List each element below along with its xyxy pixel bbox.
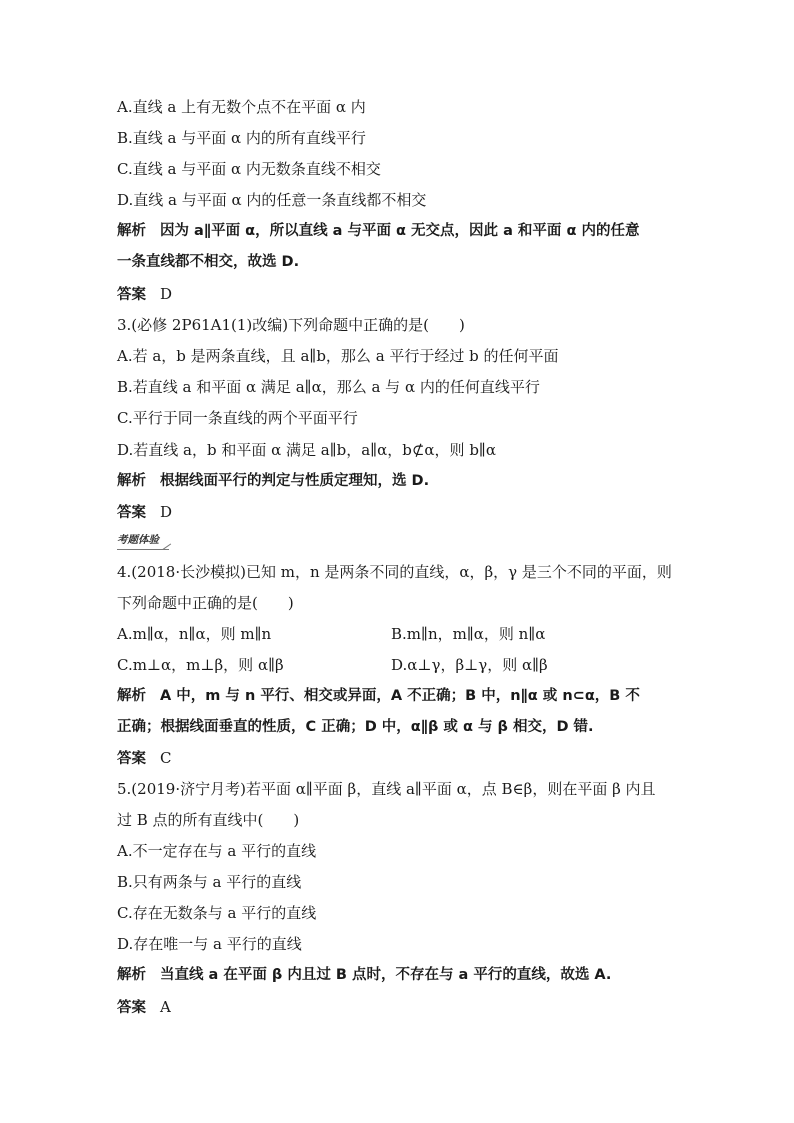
answer-label: 答案 [117,751,146,767]
q4-option-d: D.α⊥γ，β⊥γ，则 α∥β [391,656,548,674]
q3-stem: 3.(必修 2P61A1(1)改编)下列命题中正确的是( ) [117,316,465,334]
q2-analysis-text-1: 因为 a∥平面 α，所以直线 a 与平面 α 无交点，因此 a 和平面 α 内的任意 [160,223,640,239]
q5-analysis [117,965,611,985]
q4-answer [117,748,171,769]
q4-options-row-2 [117,655,677,675]
q2-option-a: A.直线 a 上有无数个点不在平面 α 内 [117,98,366,116]
q3-analysis [117,471,429,491]
q3-analysis-text: 根据线面平行的判定与性质定理知，选 D. [160,473,430,489]
q3-option-d: D.若直线 a，b 和平面 α 满足 a∥b，a∥α，b⊄α，则 b∥α [117,441,496,459]
q5-option-b: B.只有两条与 a 平行的直线 [117,873,302,891]
answer-label: 答案 [117,505,146,521]
q2-answer [117,284,172,305]
q3-option-c: C.平行于同一条直线的两个平面平行 [117,409,358,427]
q2-option-b: B.直线 a 与平面 α 内的所有直线平行 [117,129,366,147]
q4-analysis-text-2: 正确；根据线面垂直的性质，C 正确；D 中，α∥β 或 α 与 β 相交，D 错. [117,719,594,735]
q5-stem-1: 5.(2019·济宁月考)若平面 α∥平面 β，直线 a∥平面 α，点 B∈β，则在平面 β 内且 [117,780,656,798]
q5-answer-value: A [160,998,171,1016]
q4-option-c: C.m⊥α，m⊥β，则 α∥β [117,656,284,674]
q2-analysis [117,221,639,241]
q3-answer-value: D [160,503,173,521]
q5-answer [117,997,171,1018]
q4-analysis [117,686,640,706]
q5-stem-2: 过 B 点的所有直线中( ) [117,811,300,829]
q4-option-a: A.m∥α，n∥α，则 m∥n [117,625,272,643]
analysis-label: 解析 [117,473,146,489]
q5-option-d: D.存在唯一与 a 平行的直线 [117,935,302,953]
q3-option-a: A.若 a，b 是两条直线，且 a∥b，那么 a 平行于经过 b 的任何平面 [117,347,559,365]
q5-option-c: C.存在无数条与 a 平行的直线 [117,904,317,922]
section-tag: 考题体验 [117,532,169,550]
q4-options-row-1 [117,624,677,644]
q4-stem-2: 下列命题中正确的是( ) [117,594,294,612]
q3-option-b: B.若直线 a 和平面 α 满足 a∥α，那么 a 与 α 内的任何直线平行 [117,378,540,396]
analysis-label: 解析 [117,688,146,704]
analysis-label: 解析 [117,967,146,983]
q2-option-c: C.直线 a 与平面 α 内无数条直线不相交 [117,160,381,178]
answer-label: 答案 [117,1000,146,1016]
q5-option-a: A.不一定存在与 a 平行的直线 [117,842,317,860]
q4-answer-value: C [160,749,172,767]
q5-analysis-text: 当直线 a 在平面 β 内且过 B 点时，不存在与 a 平行的直线，故选 A. [160,967,612,983]
analysis-label: 解析 [117,223,146,239]
q4-analysis-text-1: A 中，m 与 n 平行、相交或异面，A 不正确；B 中，n∥α 或 n⊂α，B 不 [160,688,640,704]
q2-analysis-text-2: 一条直线都不相交，故选 D. [117,254,300,270]
q2-option-d: D.直线 a 与平面 α 内的任意一条直线都不相交 [117,191,427,209]
answer-label: 答案 [117,287,146,303]
q4-stem-1: 4.(2018·长沙模拟)已知 m，n 是两条不同的直线，α，β，γ 是三个不同的平面，则 [117,563,672,581]
q3-answer [117,502,172,523]
q4-option-b: B.m∥n，m∥α，则 n∥α [391,625,546,643]
q2-answer-value: D [160,285,173,303]
